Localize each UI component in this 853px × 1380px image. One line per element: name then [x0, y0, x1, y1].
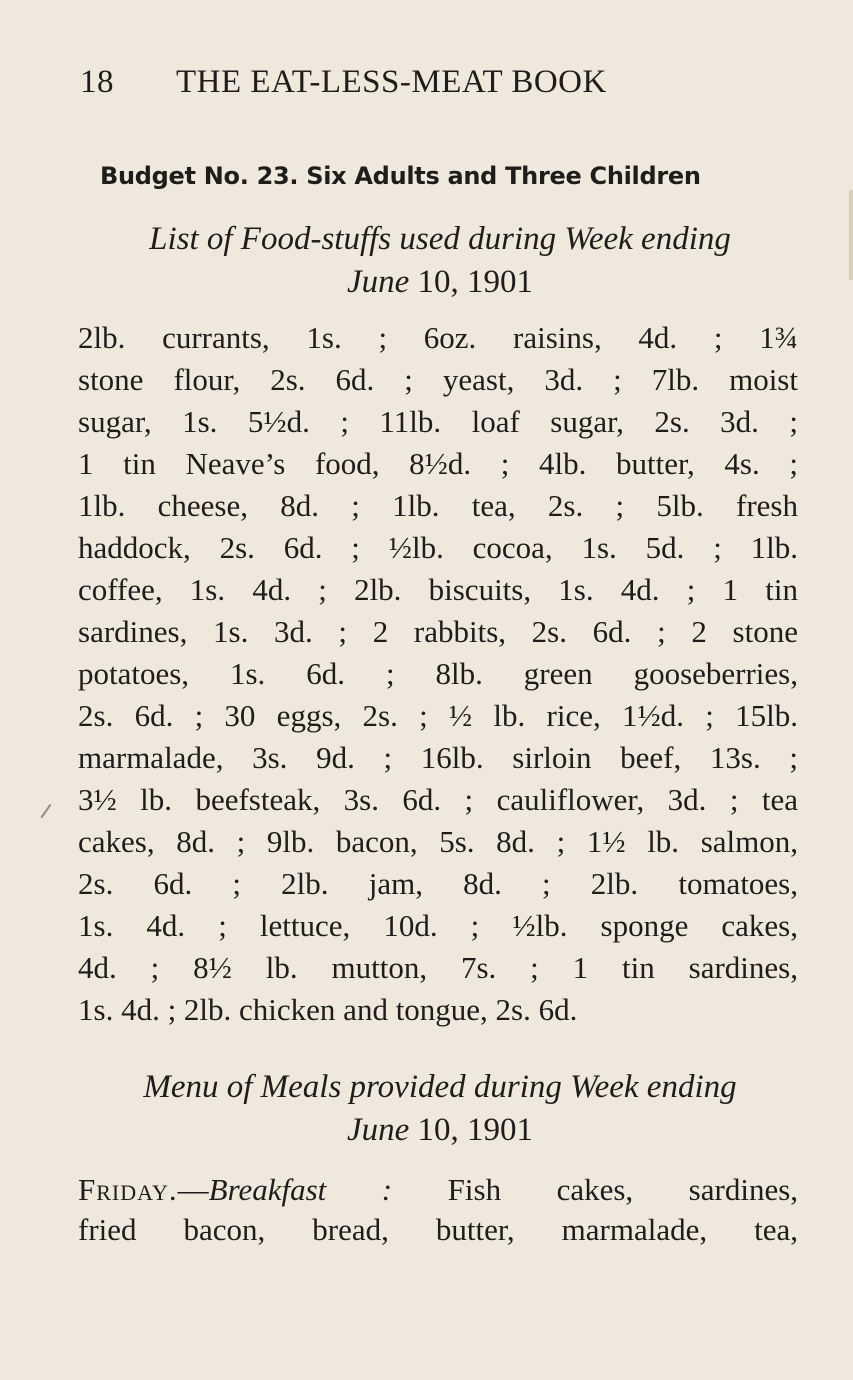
running-head: [80, 64, 800, 101]
menu-title-date: 10, 1901: [417, 1112, 534, 1148]
foodstuffs-line: 1 tin Neave’s food, 8½d. ; 4lb. butter, 4s. ;: [78, 446, 798, 481]
menu-line-rest: Fish cakes, sardines,: [447, 1172, 799, 1207]
list-title-date: 10, 1901: [417, 264, 534, 300]
foodstuffs-line: marmalade, 3s. 9d. ; 16lb. sirloin beef, 13s. ;: [78, 740, 798, 775]
foodstuffs-line: stone flour, 2s. 6d. ; yeast, 3d. ; 7lb. moist: [78, 362, 798, 397]
foodstuffs-line: 2lb. currants, 1s. ; 6oz. raisins, 4d. ; 1¾: [78, 320, 798, 355]
foodstuffs-line: cakes, 8d. ; 9lb. bacon, 5s. 8d. ; 1½ lb. salmon,: [78, 824, 798, 859]
foodstuffs-line: potatoes, 1s. 6d. ; 8lb. green gooseberries,: [78, 656, 798, 691]
foodstuffs-line: sugar, 1s. 5½d. ; 11lb. loaf sugar, 2s. 3d. ;: [78, 404, 798, 439]
budget-heading: Budget No. 23. Six Adults and Three Children: [100, 162, 701, 190]
foodstuffs-line: 1s. 4d. ; lettuce, 10d. ; ½lb. sponge cakes,: [78, 908, 798, 943]
foodstuffs-list-title: [60, 218, 820, 304]
menu-day: Friday.: [78, 1172, 178, 1207]
foodstuffs-line: 4d. ; 8½ lb. mutton, 7s. ; 1 tin sardines,: [78, 950, 798, 985]
foodstuffs-line: haddock, 2s. 6d. ; ½lb. cocoa, 1s. 5d. ; 1lb.: [78, 530, 798, 565]
page-number: 18: [80, 64, 114, 100]
foodstuffs-line: 2s. 6d. ; 30 eggs, 2s. ; ½ lb. rice, 1½d. ; 15lb.: [78, 698, 798, 733]
menu-dash: —: [177, 1172, 209, 1207]
foodstuffs-line: sardines, 1s. 3d. ; 2 rabbits, 2s. 6d. ; 2 stone: [78, 614, 798, 649]
menu-title: [60, 1066, 820, 1152]
foodstuffs-line-last: 1s. 4d. ; 2lb. chicken and tongue, 2s. 6d.: [78, 992, 578, 1027]
pencil-tick-mark: [40, 804, 59, 824]
foodstuffs-line: 1lb. cheese, 8d. ; 1lb. tea, 2s. ; 5lb. fresh: [78, 488, 798, 523]
foodstuffs-line: coffee, 1s. 4d. ; 2lb. biscuits, 1s. 4d. ; 1 tin: [78, 572, 798, 607]
menu-second-line: fried bacon, bread, butter, marmalade, tea,: [78, 1212, 798, 1247]
page-edge-shadow: [849, 190, 853, 280]
menu-first-line: [78, 1172, 798, 1208]
menu-meal: Breakfast :: [208, 1172, 393, 1207]
list-title-line: List of Food-stuffs used during Week ending: [149, 221, 731, 257]
menu-title-line: Menu of Meals provided during Week ending: [143, 1069, 737, 1105]
foodstuffs-line: 3½ lb. beefsteak, 3s. 6d. ; cauliflower, 3d. ; tea: [78, 782, 798, 817]
list-title-month: June: [346, 264, 410, 300]
foodstuffs-line: 2s. 6d. ; 2lb. jam, 8d. ; 2lb. tomatoes,: [78, 866, 798, 901]
menu-title-month: June: [346, 1112, 410, 1148]
running-title: THE EAT-LESS-MEAT BOOK: [176, 64, 607, 100]
